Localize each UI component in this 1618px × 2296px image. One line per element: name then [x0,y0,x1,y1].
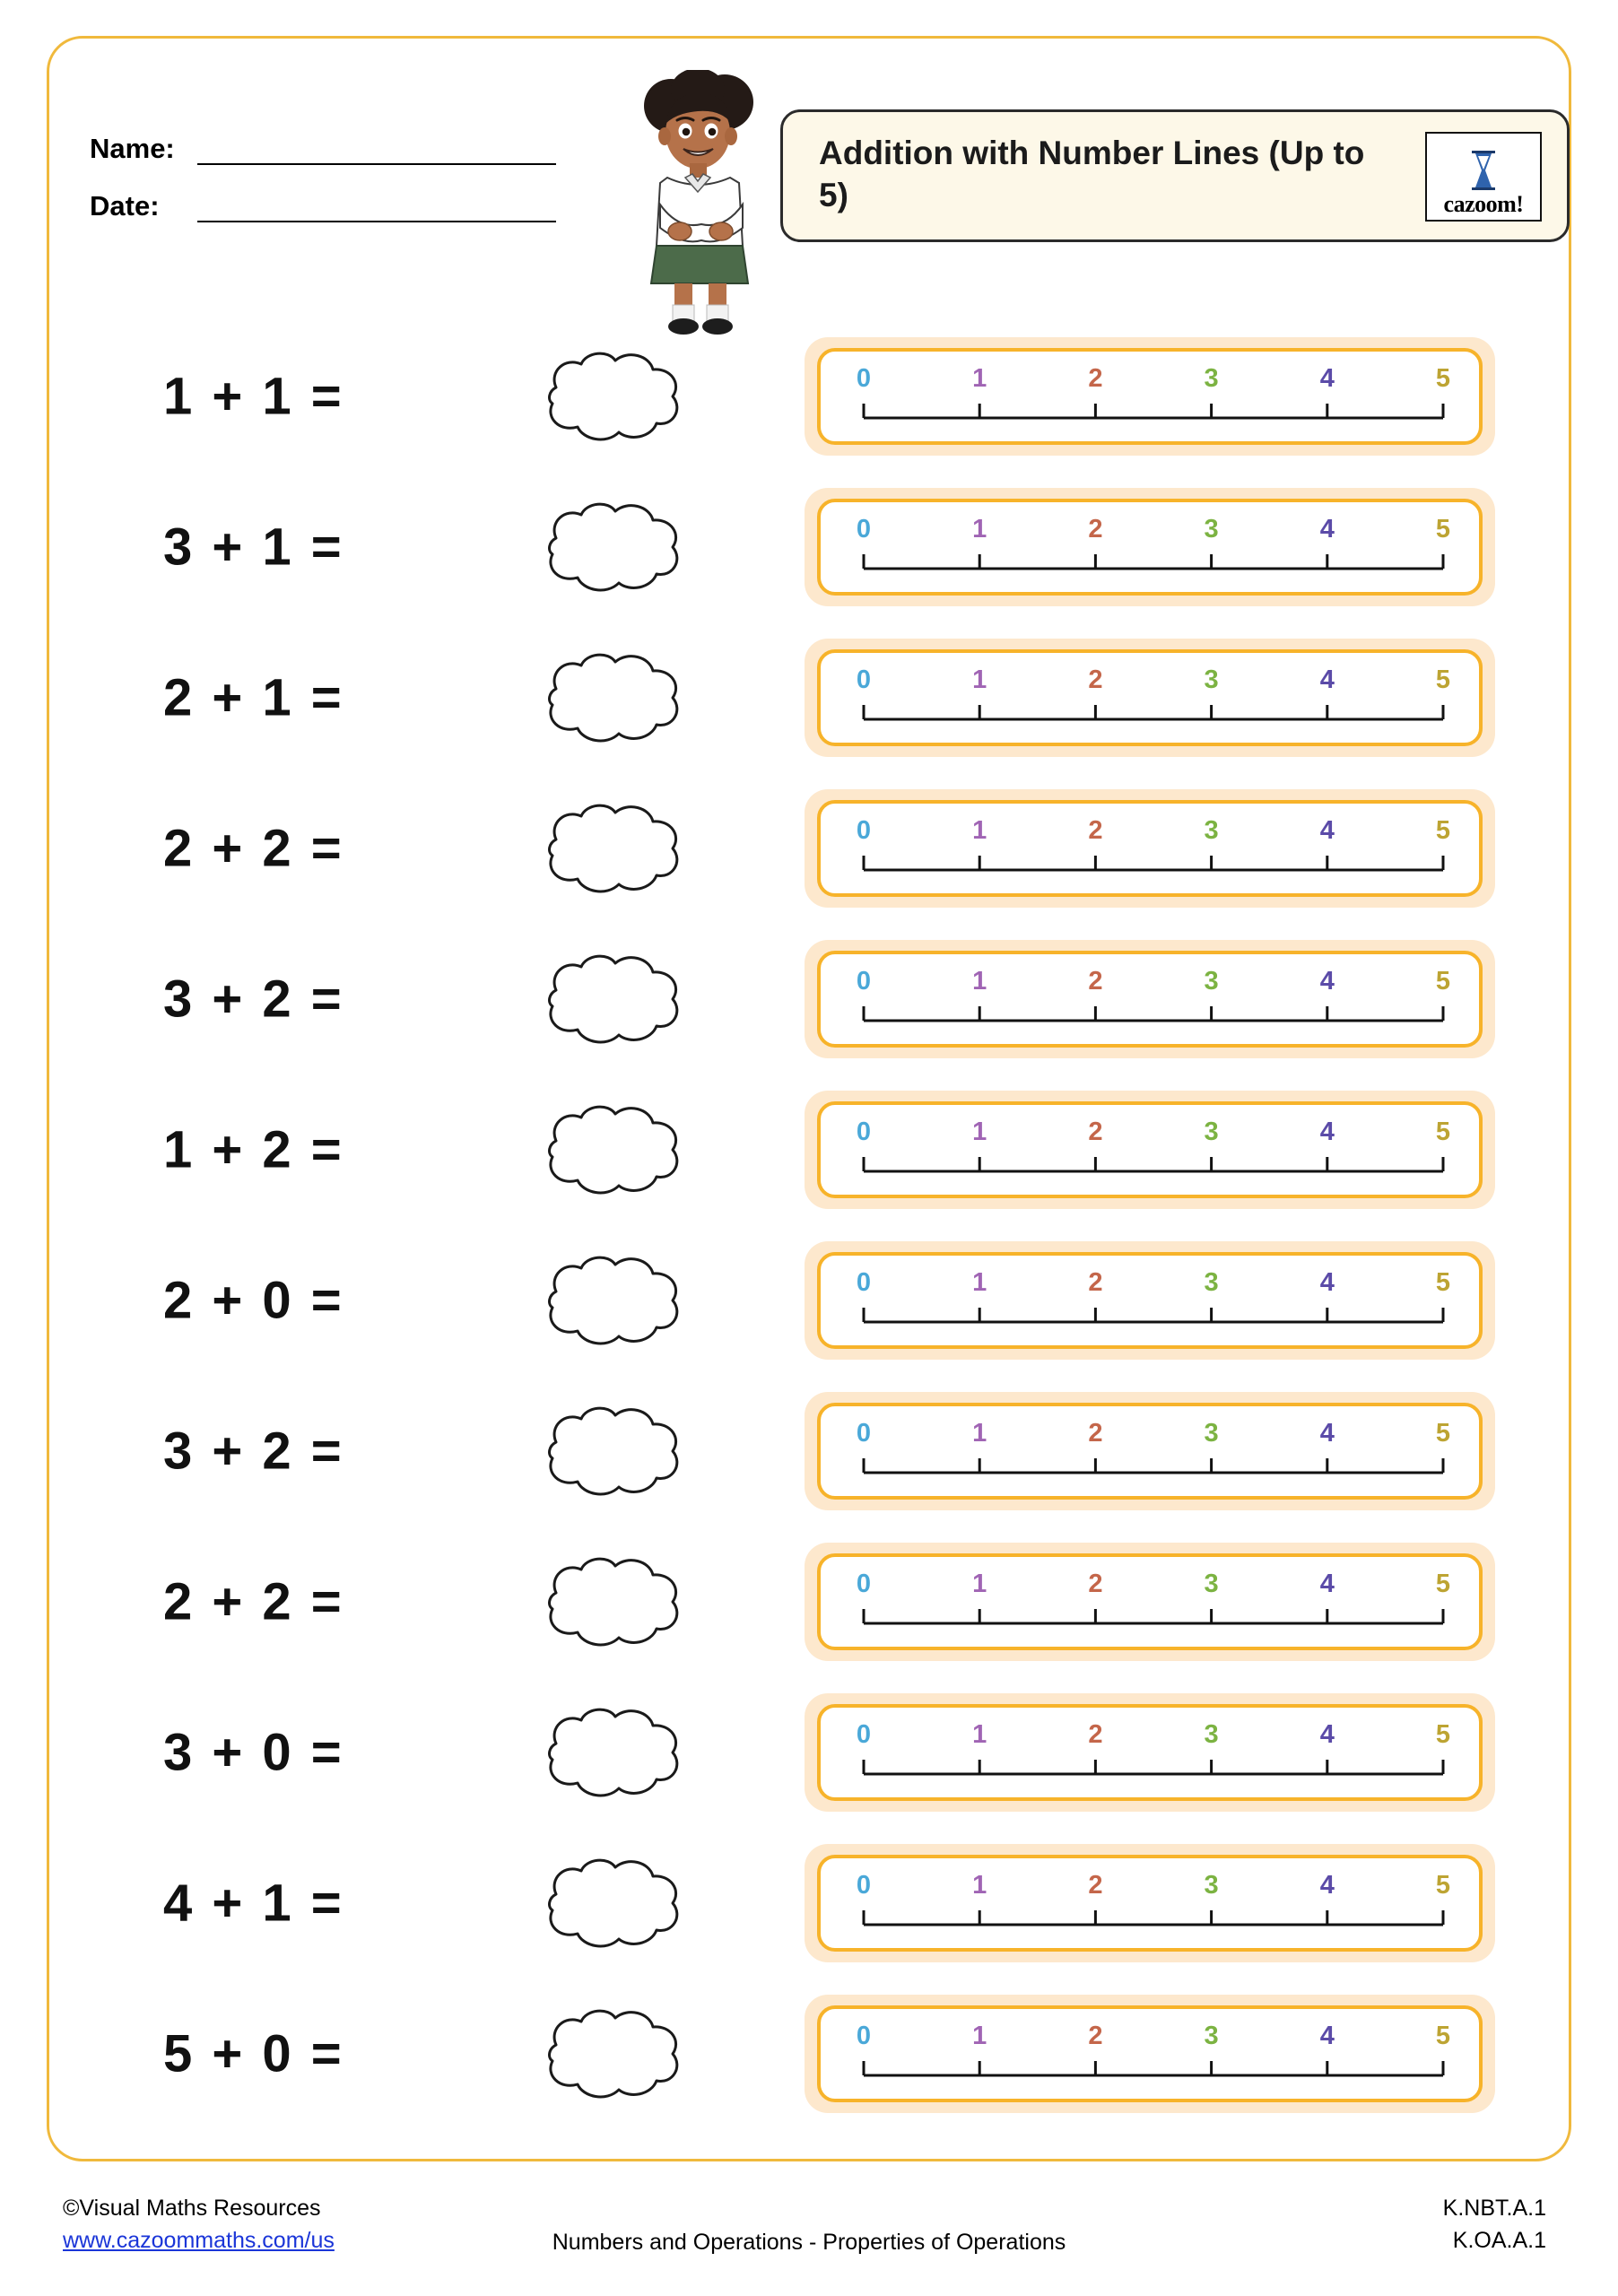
number-line-tick-label: 4 [1319,2022,1335,2050]
number-line-tick-label: 4 [1319,1419,1335,1448]
number-line-inner [817,2005,1483,2102]
page-title: Addition with Number Lines (Up to 5) [819,135,1365,214]
number-line-panel[interactable] [805,1844,1495,1962]
problem-row [47,1225,1571,1376]
number-line-tick-label: 2 [1088,1118,1103,1146]
standard-code-1: K.NBT.A.1 [1442,2196,1546,2221]
number-line-tick-label: 5 [1435,1720,1451,1749]
number-line-inner [817,800,1483,897]
number-line-inner [817,1704,1483,1801]
number-line-inner [817,1252,1483,1349]
number-line-tick-label: 5 [1435,665,1451,694]
number-line-tick-label: 0 [856,967,872,996]
equation-text: 3 + 0 = [163,1723,344,1782]
number-line-tick-label: 5 [1435,816,1451,845]
problem-row [47,1074,1571,1225]
number-line-panel[interactable] [805,1091,1495,1209]
number-line-tick-label: 5 [1435,2022,1451,2050]
date-label: Date: [90,190,160,222]
number-line-tick-label: 5 [1435,364,1451,393]
number-line-tick-label: 1 [972,1118,987,1146]
number-line-labels [821,1268,1479,1304]
number-line-tick-label: 4 [1319,816,1335,845]
answer-cloud[interactable] [522,949,701,1049]
problem-row [47,472,1571,622]
number-line-panel[interactable] [805,337,1495,456]
answer-cloud[interactable] [522,1100,701,1200]
number-line-labels [821,1570,1479,1605]
number-line-labels [821,1720,1479,1756]
number-line-labels [821,665,1479,701]
number-line-tick-label: 0 [856,1720,872,1749]
problem-row [47,1677,1571,1828]
number-line-tick-label: 1 [972,665,987,694]
number-line-inner [817,1553,1483,1650]
number-line-labels [821,2022,1479,2057]
answer-cloud[interactable] [522,798,701,899]
problem-row [47,1376,1571,1526]
number-line-tick-label: 5 [1435,1118,1451,1146]
number-line-tick-label: 3 [1204,2022,1219,2050]
number-line-tick-label: 2 [1088,364,1103,393]
number-line-tick-label: 4 [1319,364,1335,393]
number-line-tick-label: 4 [1319,1118,1335,1146]
number-line-tick-label: 3 [1204,1871,1219,1900]
problem-row [47,773,1571,924]
cazoom-logo [1425,132,1542,222]
answer-cloud[interactable] [522,1552,701,1652]
answer-cloud[interactable] [522,1853,701,1953]
number-line-inner [817,951,1483,1048]
number-line-tick-label: 4 [1319,515,1335,544]
number-line-tick-label: 4 [1319,1570,1335,1598]
number-line-tick-label: 5 [1435,1419,1451,1448]
number-line-tick-label: 5 [1435,1268,1451,1297]
number-line-tick-label: 2 [1088,816,1103,845]
copyright-text: ©Visual Maths Resources [63,2196,321,2221]
name-label: Name: [90,133,175,164]
number-line-panel[interactable] [805,1693,1495,1812]
name-input-line[interactable] [197,136,556,165]
equation-text: 1 + 2 = [163,1120,344,1179]
number-line-tick-label: 2 [1088,1720,1103,1749]
equation-text: 5 + 0 = [163,2024,344,2083]
number-line-tick-label: 1 [972,967,987,996]
number-line-tick-label: 3 [1204,816,1219,845]
number-line-inner [817,1101,1483,1198]
number-line-tick-label: 1 [972,2022,987,2050]
answer-cloud[interactable] [522,2004,701,2104]
number-line-tick-label: 4 [1319,967,1335,996]
problem-row [47,622,1571,773]
number-line-tick-label: 0 [856,1871,872,1900]
number-line-tick-label: 2 [1088,1419,1103,1448]
number-line-tick-label: 1 [972,1570,987,1598]
number-line-tick-label: 3 [1204,1570,1219,1598]
number-line-inner [817,1855,1483,1952]
number-line-labels [821,1871,1479,1907]
number-line-tick-label: 0 [856,2022,872,2050]
problem-row [47,924,1571,1074]
problem-list [47,321,1571,2129]
number-line-labels [821,515,1479,551]
number-line-panel[interactable] [805,789,1495,908]
number-line-labels [821,816,1479,852]
number-line-tick-label: 3 [1204,967,1219,996]
number-line-panel[interactable] [805,639,1495,757]
number-line-tick-label: 4 [1319,1720,1335,1749]
number-line-tick-label: 3 [1204,1268,1219,1297]
number-line-inner [817,499,1483,596]
problem-row [47,321,1571,472]
number-line-labels [821,967,1479,1003]
name-field-row [90,133,556,165]
number-line-panel[interactable] [805,1543,1495,1661]
number-line-tick-label: 4 [1319,665,1335,694]
answer-cloud[interactable] [522,1250,701,1351]
number-line-tick-label: 3 [1204,364,1219,393]
equation-text: 3 + 2 = [163,1422,344,1481]
website-link[interactable]: www.cazoommaths.com/us [63,2228,335,2254]
equation-text: 3 + 2 = [163,970,344,1029]
number-line-tick-label: 3 [1204,1419,1219,1448]
number-line-labels [821,1419,1479,1455]
equation-text: 2 + 1 = [163,668,344,727]
number-line-tick-label: 3 [1204,1720,1219,1749]
number-line-tick-label: 1 [972,515,987,544]
number-line-tick-label: 2 [1088,665,1103,694]
number-line-tick-label: 4 [1319,1268,1335,1297]
problem-row [47,1979,1571,2129]
number-line-tick-label: 1 [972,1720,987,1749]
student-character-illustration [621,70,782,339]
answer-cloud[interactable] [522,497,701,597]
number-line-tick-label: 2 [1088,1871,1103,1900]
number-line-labels [821,1118,1479,1153]
answer-cloud[interactable] [522,1401,701,1501]
equation-text: 2 + 2 = [163,1572,344,1631]
problem-row [47,1828,1571,1979]
number-line-tick-label: 0 [856,1118,872,1146]
equation-text: 2 + 0 = [163,1271,344,1330]
number-line-tick-label: 3 [1204,515,1219,544]
number-line-labels [821,364,1479,400]
number-line-inner [817,348,1483,445]
number-line-panel[interactable] [805,488,1495,606]
number-line-tick-label: 1 [972,364,987,393]
number-line-tick-label: 3 [1204,1118,1219,1146]
number-line-panel[interactable] [805,1392,1495,1510]
standard-code-2: K.OA.A.1 [1452,2228,1546,2254]
date-input-line[interactable] [197,194,556,222]
number-line-tick-label: 5 [1435,1871,1451,1900]
equation-text: 4 + 1 = [163,1874,344,1933]
number-line-inner [817,1403,1483,1500]
footer-standards-block [1443,2192,1546,2257]
worksheet-footer [0,2181,1618,2289]
number-line-tick-label: 0 [856,665,872,694]
answer-cloud[interactable] [522,346,701,447]
worksheet-title-box [780,109,1570,242]
number-line-tick-label: 1 [972,1871,987,1900]
number-line-tick-label: 2 [1088,2022,1103,2050]
number-line-tick-label: 0 [856,1419,872,1448]
number-line-tick-label: 5 [1435,1570,1451,1598]
cazoom-logo-text: cazoom! [1443,191,1524,217]
number-line-tick-label: 2 [1088,1570,1103,1598]
number-line-tick-label: 5 [1435,515,1451,544]
equation-text: 2 + 2 = [163,819,344,878]
number-line-panel[interactable] [805,940,1495,1058]
number-line-tick-label: 0 [856,1268,872,1297]
number-line-inner [817,649,1483,746]
date-field-row [90,190,556,222]
footer-topic-text: Numbers and Operations - Properties of Operations [552,2230,1066,2255]
number-line-tick-label: 4 [1319,1871,1335,1900]
number-line-tick-label: 1 [972,1268,987,1297]
number-line-tick-label: 0 [856,515,872,544]
number-line-tick-label: 1 [972,816,987,845]
number-line-tick-label: 0 [856,1570,872,1598]
problem-row [47,1526,1571,1677]
number-line-tick-label: 2 [1088,967,1103,996]
answer-cloud[interactable] [522,1702,701,1803]
number-line-tick-label: 0 [856,364,872,393]
answer-cloud[interactable] [522,648,701,748]
equation-text: 3 + 1 = [163,517,344,577]
number-line-tick-label: 2 [1088,1268,1103,1297]
number-line-panel[interactable] [805,1241,1495,1360]
number-line-tick-label: 0 [856,816,872,845]
number-line-tick-label: 5 [1435,967,1451,996]
number-line-tick-label: 2 [1088,515,1103,544]
number-line-tick-label: 3 [1204,665,1219,694]
hourglass-icon [1468,150,1499,191]
equation-text: 1 + 1 = [163,367,344,426]
worksheet-header [47,36,1571,305]
number-line-panel[interactable] [805,1995,1495,2113]
number-line-tick-label: 1 [972,1419,987,1448]
